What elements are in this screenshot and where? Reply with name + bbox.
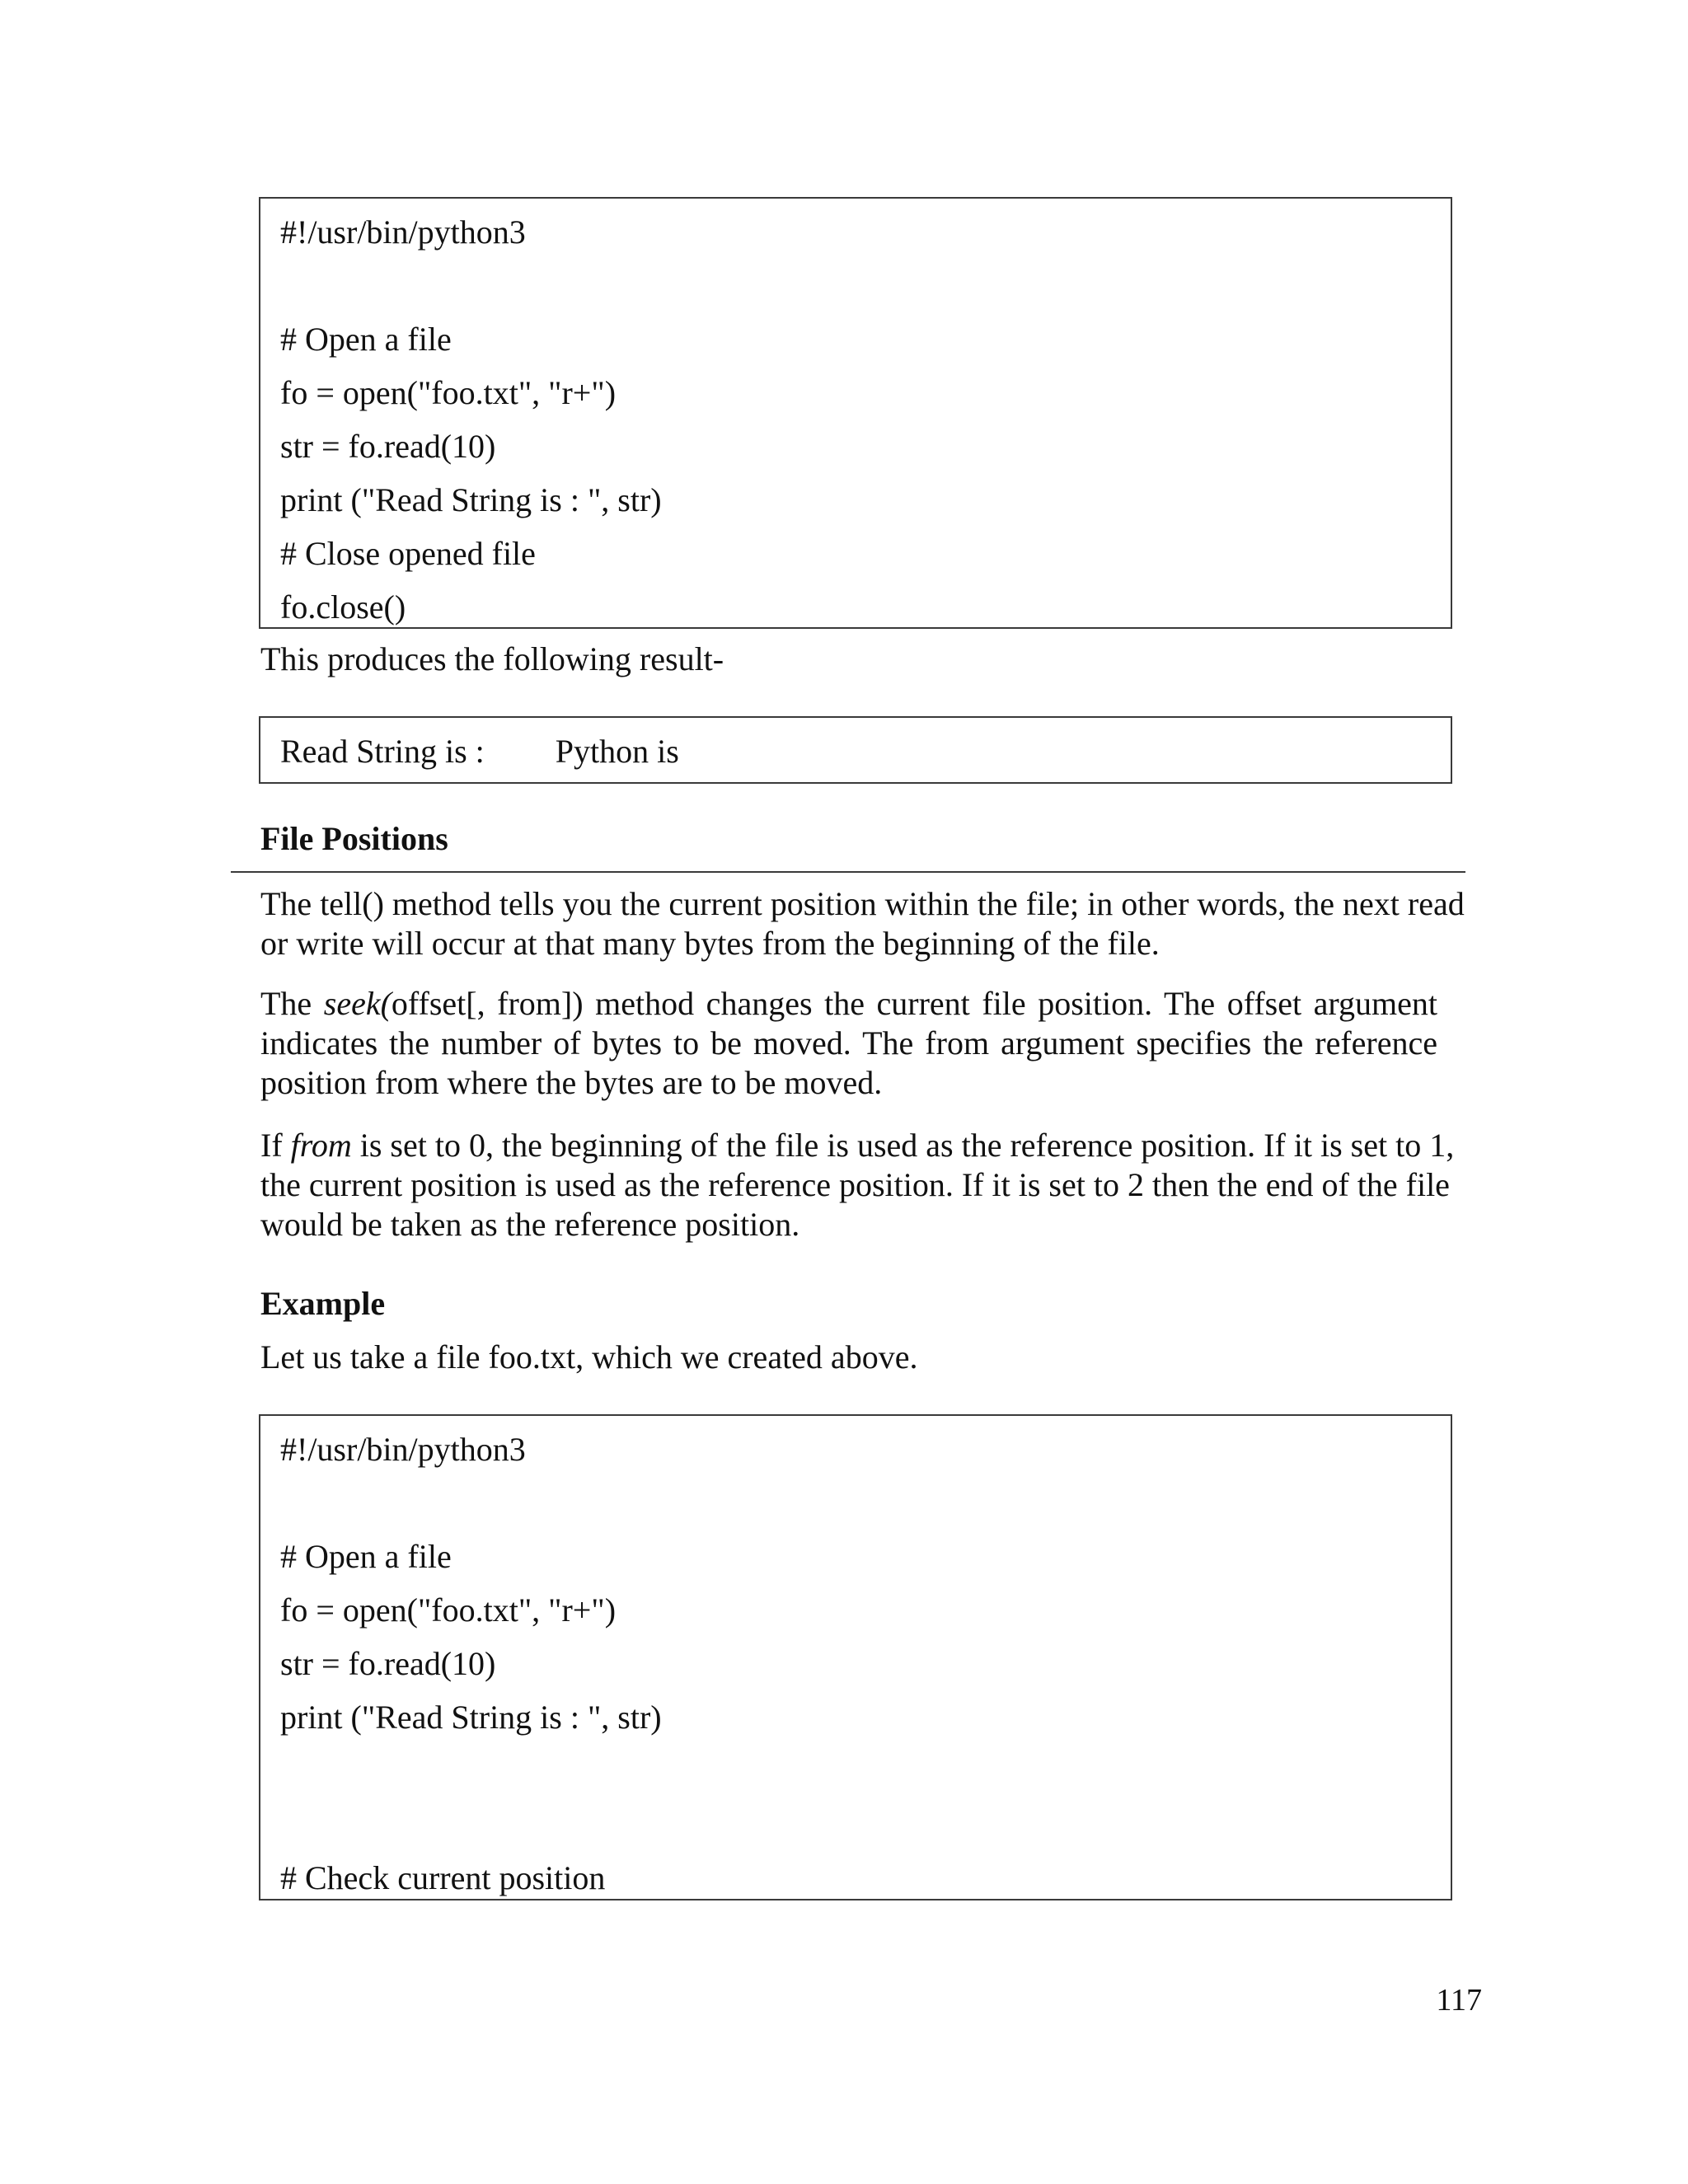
paragraph-line: or write will occur at that many bytes from the beginning of the file. <box>260 925 1160 962</box>
text-run: is set to 0, the beginning of the file is used as the reference position. If it is set to 1, <box>351 1127 1455 1164</box>
italic-term: seek( <box>323 985 392 1022</box>
result-intro-text: This produces the following result- <box>260 640 724 677</box>
paragraph-tell <box>260 884 1465 963</box>
code-line: fo = open("foo.txt", "r+") <box>280 374 617 411</box>
italic-term: from <box>290 1127 352 1164</box>
example-heading: Example <box>260 1285 386 1322</box>
code-block <box>259 197 1452 629</box>
paragraph-line: position from where the bytes are to be moved. <box>260 1064 883 1101</box>
section-heading: File Positions <box>260 820 448 857</box>
code-line: # Open a file <box>280 321 452 358</box>
output-line <box>280 732 679 771</box>
code-line: print ("Read String is : ", str) <box>280 481 662 518</box>
code-line: fo = open("foo.txt", "r+") <box>280 1591 617 1629</box>
page-number: 117 <box>1436 1983 1482 2018</box>
output-label: Read String is : <box>280 733 485 770</box>
code-line: #!/usr/bin/python3 <box>280 1431 526 1468</box>
paragraph-line <box>260 984 1437 1024</box>
paragraph-line: The tell() method tells you the current position within the file; in other words, the next read <box>260 885 1465 922</box>
code-line: # Open a file <box>280 1538 452 1575</box>
code-block <box>259 1414 1452 1900</box>
example-intro-text: Let us take a file foo.txt, which we created above. <box>260 1338 918 1376</box>
text-run: The <box>260 985 324 1022</box>
paragraph-line: indicates the number of bytes to be moved. The from argument specifies the reference <box>260 1024 1437 1062</box>
text-run: If <box>260 1127 291 1164</box>
paragraph-line: the current position is used as the reference position. If it is set to 2 then the end of the file <box>260 1166 1450 1203</box>
code-line: str = fo.read(10) <box>280 428 496 465</box>
code-line: fo.close() <box>280 588 406 626</box>
paragraph-line <box>260 1126 1455 1165</box>
code-line: #!/usr/bin/python3 <box>280 213 526 251</box>
code-line: # Check current position <box>280 1859 606 1896</box>
code-line: str = fo.read(10) <box>280 1645 496 1682</box>
output-block <box>259 716 1452 784</box>
paragraph-from <box>260 1126 1455 1244</box>
text-run: offset[, from]) method changes the current file position. The offset argument <box>391 985 1438 1022</box>
paragraph-seek <box>260 984 1437 1103</box>
section-divider <box>231 871 1465 873</box>
code-line: # Close opened file <box>280 535 536 572</box>
output-value: Python is <box>555 733 679 770</box>
code-line: print ("Read String is : ", str) <box>280 1699 662 1736</box>
paragraph-line: would be taken as the reference position. <box>260 1206 800 1243</box>
